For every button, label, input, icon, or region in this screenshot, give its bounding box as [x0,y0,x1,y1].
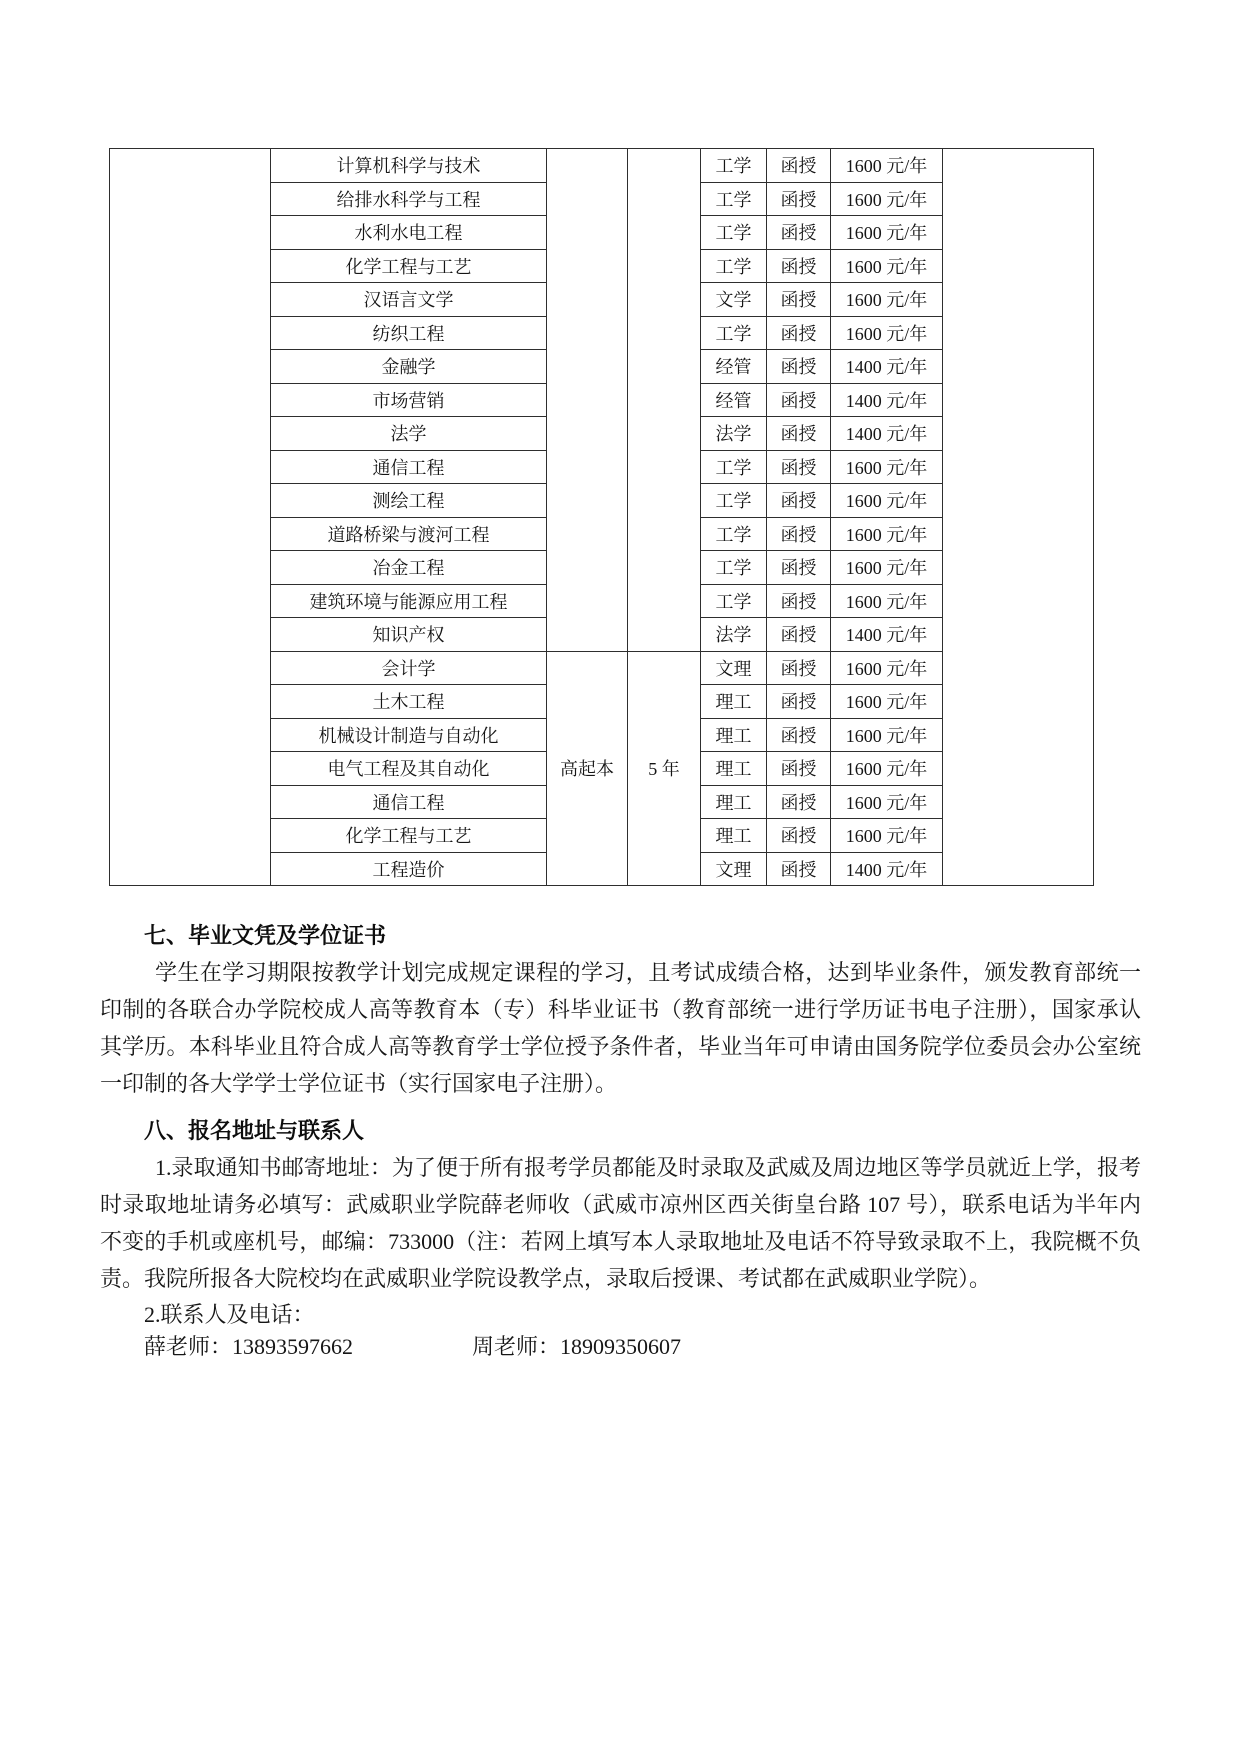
fee-cell: 1600 元/年 [831,216,943,250]
category-cell: 文理 [701,852,767,886]
fee-cell: 1400 元/年 [831,852,943,886]
fee-cell: 1600 元/年 [831,785,943,819]
major-cell: 金融学 [271,350,547,384]
category-cell: 工学 [701,182,767,216]
major-cell: 土木工程 [271,685,547,719]
major-cell: 汉语言文学 [271,283,547,317]
major-cell: 计算机科学与技术 [271,149,547,183]
fee-cell: 1400 元/年 [831,383,943,417]
form-cell: 函授 [767,685,831,719]
category-cell: 工学 [701,584,767,618]
form-cell: 函授 [767,584,831,618]
major-cell: 通信工程 [271,450,547,484]
category-cell: 理工 [701,718,767,752]
form-cell: 函授 [767,316,831,350]
contact-teacher-zhou: 周老师：18909350607 [472,1334,682,1359]
form-cell: 函授 [767,149,831,183]
major-cell: 道路桥梁与渡河工程 [271,517,547,551]
contact-teacher-xue: 薛老师：13893597662 [144,1334,354,1359]
graduation-paragraph: 学生在学习期限按教学计划完成规定课程的学习，且考试成绩合格，达到毕业条件，颁发教育部统一印制的各联合办学院校成人高等教育本（专）科毕业证书（教育部统一进行学历证书电子注册），国家承认其学历。本科毕业且符合成人高等教育学士学位授予条件者，毕业当年可申请由国务院学位委员会办公室统一印制的各大学学士学位证书（实行国家电子注册）。 [100,960,1141,1096]
fee-cell: 1600 元/年 [831,484,943,518]
fee-cell: 1400 元/年 [831,350,943,384]
section-7-heading: 七、毕业文凭及学位证书 [144,923,387,948]
form-cell: 函授 [767,383,831,417]
category-cell: 文学 [701,283,767,317]
major-cell: 通信工程 [271,785,547,819]
form-cell: 函授 [767,785,831,819]
fee-cell: 1600 元/年 [831,316,943,350]
major-cell: 水利水电工程 [271,216,547,250]
major-cell: 会计学 [271,651,547,685]
category-cell: 理工 [701,685,767,719]
left-spacer-cell [110,149,271,886]
right-spacer-cell [943,149,1094,886]
form-cell: 函授 [767,450,831,484]
fee-cell: 1600 元/年 [831,517,943,551]
form-cell: 函授 [767,417,831,451]
fee-cell: 1600 元/年 [831,249,943,283]
category-cell: 理工 [701,819,767,853]
major-cell: 化学工程与工艺 [271,249,547,283]
duration-cell [628,149,701,652]
fee-cell: 1600 元/年 [831,685,943,719]
category-cell: 法学 [701,417,767,451]
fee-cell: 1600 元/年 [831,450,943,484]
category-cell: 工学 [701,517,767,551]
fee-cell: 1600 元/年 [831,752,943,786]
level-cell: 高起本 [547,651,628,886]
fee-cell: 1600 元/年 [831,651,943,685]
category-cell: 法学 [701,618,767,652]
form-cell: 函授 [767,819,831,853]
fee-cell: 1400 元/年 [831,618,943,652]
major-cell: 知识产权 [271,618,547,652]
form-cell: 函授 [767,551,831,585]
contact-label: 2.联系人及电话： [144,1302,315,1327]
form-cell: 函授 [767,249,831,283]
category-cell: 经管 [701,383,767,417]
category-cell: 经管 [701,350,767,384]
major-cell: 电气工程及其自动化 [271,752,547,786]
form-cell: 函授 [767,852,831,886]
page-content [100,917,1141,1363]
category-cell: 工学 [701,316,767,350]
major-cell: 纺织工程 [271,316,547,350]
category-cell: 工学 [701,249,767,283]
majors-table [109,148,1094,886]
fee-cell: 1600 元/年 [831,819,943,853]
major-cell: 测绘工程 [271,484,547,518]
majors-table-body [110,149,1094,886]
major-cell: 化学工程与工艺 [271,819,547,853]
fee-cell: 1600 元/年 [831,283,943,317]
category-cell: 工学 [701,484,767,518]
major-cell: 工程造价 [271,852,547,886]
major-cell: 建筑环境与能源应用工程 [271,584,547,618]
fee-cell: 1600 元/年 [831,584,943,618]
category-cell: 工学 [701,551,767,585]
table-row [110,149,1094,183]
fee-cell: 1600 元/年 [831,718,943,752]
level-cell [547,149,628,652]
form-cell: 函授 [767,618,831,652]
category-cell: 工学 [701,149,767,183]
fee-cell: 1600 元/年 [831,551,943,585]
form-cell: 函授 [767,484,831,518]
fee-cell: 1600 元/年 [831,149,943,183]
major-cell: 机械设计制造与自动化 [271,718,547,752]
form-cell: 函授 [767,283,831,317]
contacts-line [100,1331,1141,1363]
major-cell: 市场营销 [271,383,547,417]
form-cell: 函授 [767,216,831,250]
fee-cell: 1400 元/年 [831,417,943,451]
category-cell: 理工 [701,752,767,786]
major-cell: 给排水科学与工程 [271,182,547,216]
form-cell: 函授 [767,651,831,685]
duration-cell: 5 年 [628,651,701,886]
category-cell: 工学 [701,450,767,484]
category-cell: 工学 [701,216,767,250]
category-cell: 文理 [701,651,767,685]
form-cell: 函授 [767,517,831,551]
fee-cell: 1600 元/年 [831,182,943,216]
category-cell: 理工 [701,785,767,819]
form-cell: 函授 [767,182,831,216]
major-cell: 法学 [271,417,547,451]
enrollment-address-paragraph: 1.录取通知书邮寄地址：为了便于所有报考学员都能及时录取及武威及周边地区等学员就近上学，报考时录取地址请务必填写：武威职业学院薛老师收（武威市凉州区西关街皇台路 107 号），联系电话为半年内不变的手机或座机号，邮编：733000（注：若网上填写本人录取地址及电话不符导致录取不上，我院概不负责。我院所报各大院校均在武威职业学院设教学点，录取后授课、考试都在武威职业学院）。 [100,1155,1141,1291]
section-8-heading: 八、报名地址与联系人 [144,1118,365,1143]
form-cell: 函授 [767,350,831,384]
form-cell: 函授 [767,718,831,752]
major-cell: 冶金工程 [271,551,547,585]
form-cell: 函授 [767,752,831,786]
